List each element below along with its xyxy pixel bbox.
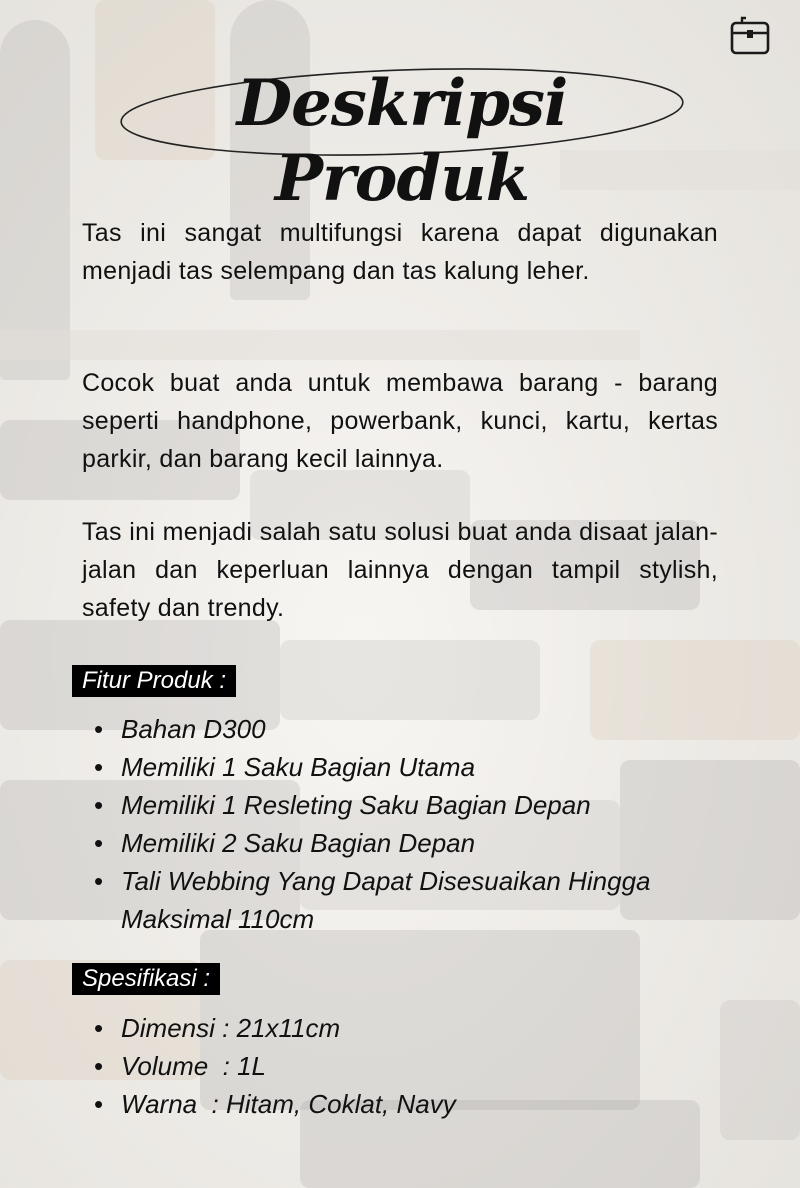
list-item: • Warna : Hitam, Coklat, Navy — [94, 1085, 724, 1123]
description-paragraph-1: Tas ini sangat multifungsi karena dapat digunakan menjadi tas selempang dan tas kalung leher. — [82, 219, 718, 285]
features-label: Fitur Produk : — [72, 665, 236, 697]
list-item: • Tali Webbing Yang Dapat Disesuaikan Hingga Maksimal 110cm — [94, 862, 724, 938]
list-item: • Memiliki 1 Saku Bagian Utama — [94, 748, 724, 786]
specs-list — [94, 1009, 724, 1123]
description-paragraph-3: Tas ini menjadi salah satu solusi buat anda disaat jalan-jalan dan keperluan lainnya dengan tampil stylish, safety dan trendy. — [82, 518, 718, 622]
list-item: • Bahan D300 — [94, 710, 724, 748]
list-item: • Memiliki 2 Saku Bagian Depan — [94, 824, 724, 862]
title-block — [118, 60, 686, 216]
features-list — [94, 710, 724, 938]
description-paragraph-2: Cocok buat anda untuk membawa barang - barang seperti handphone, powerbank, kunci, kartu, kertas parkir, dan barang kecil lainnya. — [82, 369, 718, 473]
shopping-bag-icon — [730, 16, 770, 56]
page-title: Deskripsi Produk — [236, 66, 568, 216]
list-item: • Memiliki 1 Resleting Saku Bagian Depan — [94, 786, 724, 824]
specs-label: Spesifikasi : — [72, 963, 220, 995]
list-item: • Volume : 1L — [94, 1047, 724, 1085]
list-item: • Dimensi : 21x11cm — [94, 1009, 724, 1047]
